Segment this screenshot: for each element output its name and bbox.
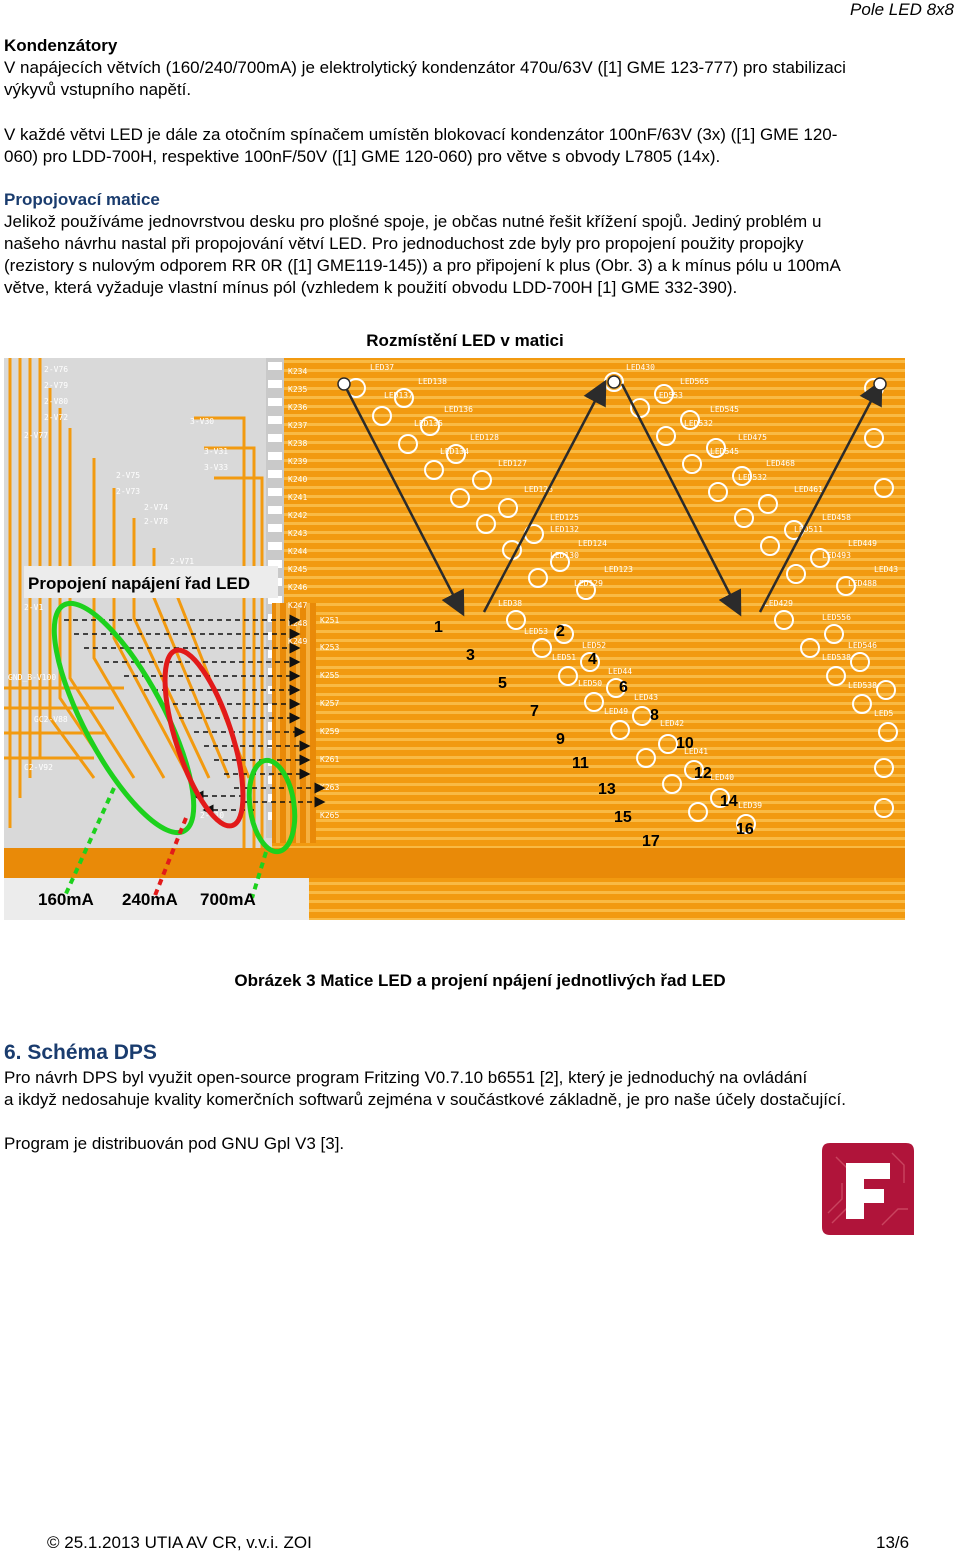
svg-text:K245: K245 [288,565,308,574]
order-number-9: 9 [556,731,565,748]
svg-text:2-V72: 2-V72 [44,413,69,422]
svg-text:K241: K241 [288,493,308,502]
current-label-240ma: 240mA [122,890,178,909]
svg-text:LED52: LED52 [582,641,607,650]
svg-text:LED449: LED449 [848,539,877,548]
svg-text:LED468: LED468 [766,459,795,468]
svg-text:LED49: LED49 [604,707,629,716]
svg-text:LED130: LED130 [550,551,579,560]
svg-text:2-V74: 2-V74 [144,503,169,512]
svg-text:LED546: LED546 [848,641,877,650]
svg-text:K236: K236 [288,403,308,412]
svg-text:LED556: LED556 [822,613,851,622]
board-bottom-strip [4,848,905,878]
svg-text:K234: K234 [288,367,308,376]
svg-text:K261: K261 [320,755,340,764]
svg-text:2-V80: 2-V80 [44,397,69,406]
svg-text:LED53: LED53 [524,627,549,636]
svg-text:K249: K249 [288,637,308,646]
svg-text:GC2-V88: GC2-V88 [34,715,68,724]
svg-text:LED553: LED553 [654,391,683,400]
pcb-led-matrix-figure [4,358,905,920]
svg-text:LED136: LED136 [444,405,473,414]
svg-text:K235: K235 [288,385,308,394]
svg-text:LED127: LED127 [498,459,527,468]
paragraph-line: větve, která vyžaduje vlastní mínus pól (vzhledem k použití obvodu LDD-700H [1] GME 332-390). [4,278,738,297]
svg-text:2-V71: 2-V71 [170,557,195,566]
order-number-11: 11 [572,755,589,772]
order-number-14: 14 [720,793,738,810]
svg-text:LED37: LED37 [370,363,395,372]
svg-text:LED38: LED38 [498,599,523,608]
svg-text:2-V78: 2-V78 [144,517,169,526]
svg-text:LED430: LED430 [626,363,655,372]
svg-text:LED138: LED138 [418,377,447,386]
svg-text:LED461: LED461 [794,485,823,494]
order-number-6: 6 [619,679,628,696]
svg-text:2-V75: 2-V75 [116,471,141,480]
svg-text:LED124: LED124 [578,539,607,548]
svg-text:LED493: LED493 [822,551,851,560]
svg-text:LED511: LED511 [794,525,823,534]
svg-text:LED545: LED545 [710,405,739,414]
paragraph-line: Program je distribuován pod GNU Gpl V3 [3]. [4,1134,345,1153]
svg-text:K253: K253 [320,643,340,652]
svg-text:GND_B-V100: GND_B-V100 [8,673,57,682]
order-number-16: 16 [736,821,754,838]
svg-text:LED532: LED532 [684,419,713,428]
footer-copyright: © 25.1.2013 UTIA AV CR, v.v.i. ZOI [47,1533,312,1552]
paragraph-line: Jelikož používáme jednovrstvou desku pro plošné spoje, je občas nutné řešit křížení spojů. Jediný problém u [4,212,822,231]
svg-text:K237: K237 [288,421,308,430]
svg-text:3-V30: 3-V30 [190,417,215,426]
order-number-3: 3 [466,647,475,664]
svg-text:LED458: LED458 [822,513,851,522]
order-number-12: 12 [694,765,712,782]
supply-label: Propojení napájení řad LED [28,574,250,593]
order-number-13: 13 [598,781,616,798]
svg-text:2-V76: 2-V76 [44,365,69,374]
svg-text:LED565: LED565 [680,377,709,386]
order-number-4: 4 [588,651,597,668]
svg-text:2-V73: 2-V73 [116,487,141,496]
svg-text:LED545: LED545 [710,447,739,456]
svg-text:LED44: LED44 [608,667,633,676]
svg-text:LED135: LED135 [414,419,443,428]
svg-text:LED137: LED137 [384,391,413,400]
svg-text:2-V10: 2-V10 [200,811,225,820]
svg-text:LED538: LED538 [848,681,877,690]
heading-kondenzatory: Kondenzátory [4,36,118,55]
svg-text:LED43: LED43 [634,693,659,702]
paragraph-line: výkyvů vstupního napětí. [4,80,192,99]
current-label-160ma: 160mA [38,890,94,909]
svg-text:LED123: LED123 [604,565,633,574]
svg-text:K255: K255 [320,671,340,680]
svg-text:LED128: LED128 [470,433,499,442]
paragraph-line: V napájecích větvích (160/240/700mA) je elektrolytický kondenzátor 470u/63V ([1] GME 123-777) pro stabilizaci [4,58,846,77]
order-number-17: 17 [642,833,660,850]
heading-schema-dps: 6. Schéma DPS [4,1041,157,1064]
paragraph-line: Pro návrh DPS byl využit open-source program Fritzing V0.7.10 b6551 [2], který je jednoduchý na ovládání [4,1068,808,1087]
svg-text:LED532: LED532 [738,473,767,482]
svg-text:3-V31: 3-V31 [204,447,229,456]
heading-propojovaci-matice: Propojovací matice [4,190,160,209]
svg-text:K243: K243 [288,529,308,538]
svg-text:K238: K238 [288,439,308,448]
svg-text:LED538: LED538 [822,653,851,662]
svg-text:LED132: LED132 [550,525,579,534]
paragraph-line: 060) pro LDD-700H, respektive 100nF/50V ([1] GME 120-060) pro větve s obvody L7805 (14x). [4,147,721,166]
paragraph-line: (rezistory s nulovým odporem RR 0R ([1] GME119-145)) a pro připojení k plus (Obr. 3) a k mínus pólu u 100mA [4,256,841,275]
fritzing-logo-icon [822,1143,914,1235]
svg-text:LED50: LED50 [578,679,603,688]
svg-text:LED40: LED40 [710,773,735,782]
svg-text:K263: K263 [320,783,340,792]
svg-text:K247: K247 [288,601,308,610]
svg-text:K257: K257 [320,699,340,708]
paragraph-line: V každé větvi LED je dále za otočním spínačem umístěn blokovací kondenzátor 100nF/63V (3x) ([1] GME 120- [4,125,838,144]
svg-text:LED43: LED43 [874,565,899,574]
footer-page-number: 13/6 [876,1533,910,1552]
order-number-7: 7 [530,703,539,720]
svg-text:LED475: LED475 [738,433,767,442]
svg-text:K244: K244 [288,547,308,556]
svg-text:LED126: LED126 [524,485,553,494]
paragraph-line: našeho návrhu nastal při propojování větví LED. Pro jednoduchost zde byly pro propojení použity propojky [4,234,804,253]
svg-text:LED51: LED51 [552,653,577,662]
order-number-1: 1 [434,619,443,636]
svg-text:LED39: LED39 [738,801,763,810]
svg-text:K251: K251 [320,616,340,625]
svg-text:C2-V92: C2-V92 [24,763,53,772]
svg-text:LED134: LED134 [440,447,469,456]
figure-title: Rozmístění LED v matici [366,331,564,350]
svg-text:K259: K259 [320,727,340,736]
paragraph-line: a ikdyž nedosahuje kvality komerčních softwarů zejména v součástkové základně, je pro naše účely dostačující. [4,1090,846,1109]
svg-text:K240: K240 [288,475,308,484]
svg-text:LED129: LED129 [574,579,603,588]
order-number-5: 5 [498,675,507,692]
svg-text:2-V77: 2-V77 [24,431,49,440]
figure-caption: Obrázek 3 Matice LED a projení npájení jednotlivých řad LED [234,971,726,990]
svg-text:2-V79: 2-V79 [44,381,69,390]
order-number-10: 10 [676,735,694,752]
svg-text:2-V1: 2-V1 [24,603,44,612]
svg-text:K248: K248 [288,619,308,628]
svg-text:LED41: LED41 [684,747,709,756]
order-number-15: 15 [614,809,632,826]
svg-text:LED5: LED5 [874,709,894,718]
svg-text:K242: K242 [288,511,308,520]
svg-text:K246: K246 [288,583,308,592]
svg-text:K239: K239 [288,457,308,466]
document-title: Pole LED 8x8 [850,0,954,19]
svg-text:LED125: LED125 [550,513,579,522]
svg-text:LED488: LED488 [848,579,877,588]
svg-text:3-V33: 3-V33 [204,463,229,472]
svg-text:K265: K265 [320,811,340,820]
current-label-700ma: 700mA [200,890,256,909]
svg-text:LED42: LED42 [660,719,685,728]
order-number-2: 2 [556,623,565,640]
order-number-8: 8 [650,707,659,724]
svg-text:LED429: LED429 [764,599,793,608]
